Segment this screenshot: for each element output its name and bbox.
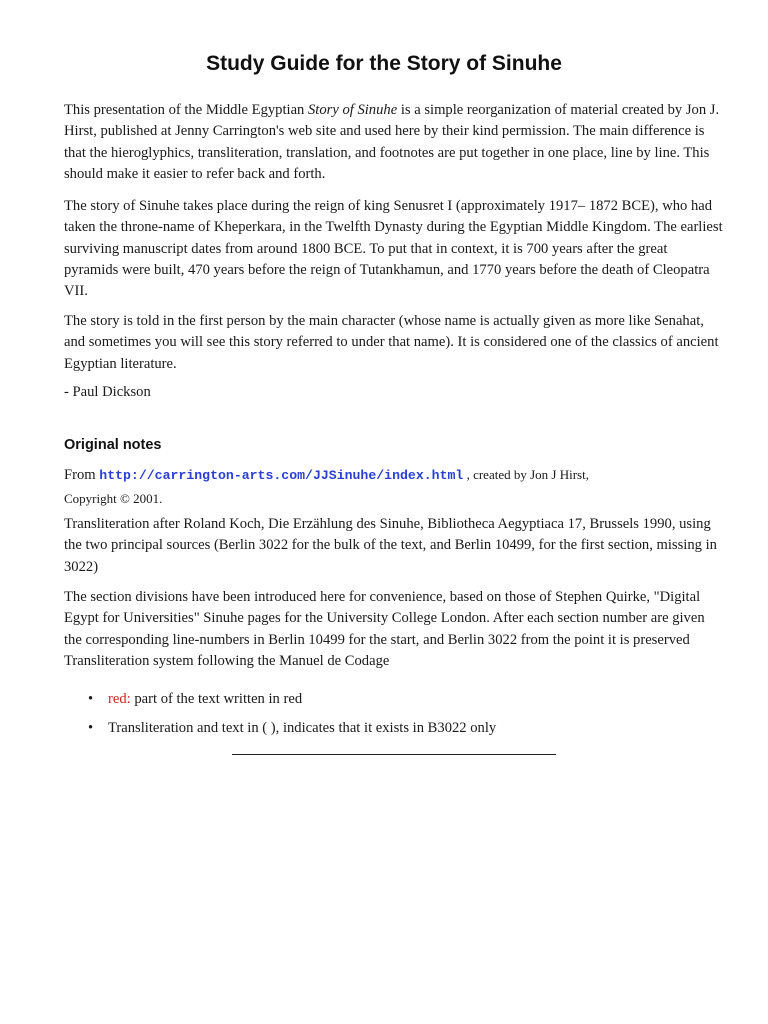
horizontal-divider [232,754,556,755]
story-title-italic: Story of Sinuhe [308,102,398,118]
list-item-text: Transliteration and text in ( ), indicates that it exists in B3022 only [108,720,497,736]
section-divisions-paragraph: The section divisions have been introduced here for convenience, based on those of Stephen Quirke, "Digital Egypt for Universities" Sinuhe pages for the University College London. After each section number are given the corresponding line-numbers in Berlin 10499 for the start, and Berlin 3022 from the point it is preserved Transliteration system following the Manuel de Codage [64,589,705,669]
intro-paragraph-3: The story is told in the first person by the main character (whose name is actually given as more like Senahat, and sometimes you will see this story referred to under that name). It is considered one of the classics of ancient Egyptian literature. [64,313,719,372]
created-by-text: , created by Jon J Hirst, [463,467,589,482]
list-item-text: part of the text written in red [130,691,303,707]
page-title: Study Guide for the Story of Sinuhe [206,52,562,75]
red-label: red: [108,691,131,707]
source-link[interactable]: http://carrington-arts.com/JJSinuhe/index.html [99,468,464,483]
intro-p1-start: This presentation of the Middle Egyptian [64,102,308,118]
author-signature: - Paul Dickson [64,384,151,400]
bullet-marker: • [88,720,94,736]
copyright-text: Copyright © 2001. [64,491,163,506]
bullet-marker: • [88,691,94,707]
notes-heading: Original notes [64,437,162,453]
intro-p1-end: is a simple reorganization of material created by Jon J. Hirst, published at Jenny Carrington's web site and used here by their kind permission. The main difference is that the hieroglyphics, transliteration, translation, and footnotes are put together in one place, line by line. This should make it easier to refer back and forth. [64,102,720,182]
source-line [64,464,724,486]
from-label: From [64,467,100,483]
transliteration-paragraph: Transliteration after Roland Koch, Die Erzählung des Sinuhe, Bibliotheca Aegyptiaca 17, Brussels 1990, using the two principal sources (Berlin 3022 for the bulk of the text, and Berlin 10499, for the first section, missing in 3022) [64,516,717,575]
intro-paragraph-1 [64,100,724,185]
intro-paragraph-2: The story of Sinuhe takes place during the reign of king Senusret I (approximately 1917– 1872 BCE), who had taken the throne-name of Kheperkara, in the Twelfth Dynasty during the Egyptian Middle Kingdom. The earliest surviving manuscript dates from around 1800 BCE. To put that in context, it is 700 years after the great pyramids were built, 470 years before the reign of Tutankhamun, and 1770 years before the death of Cleopatra VII. [64,198,723,300]
